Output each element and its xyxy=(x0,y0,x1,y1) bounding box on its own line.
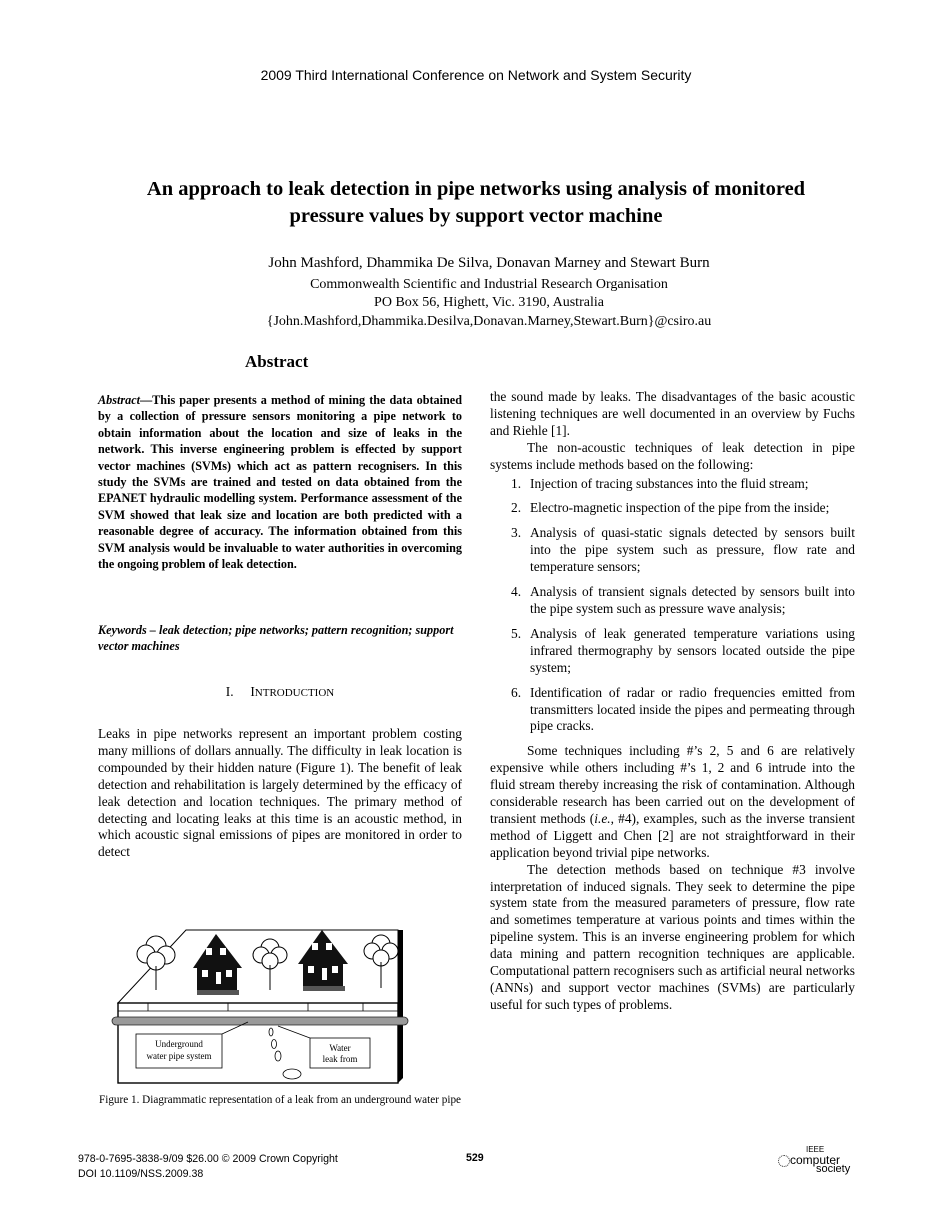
affiliation: Commonwealth Scientific and Industrial Research Organisation xyxy=(310,277,668,292)
figure-caption: Figure 1. Diagrammatic representation of a leak from an underground water pipe xyxy=(98,1094,461,1106)
author-emails: {John.Mashford,Dhammika.Desilva,Donavan.Marney,Stewart.Burn}@csiro.au xyxy=(266,314,712,329)
list-item: 6. Identification of radar or radio frequencies emitted from transmitters located inside the pipes and permeating through pipe cracks. xyxy=(511,684,855,734)
footer-isbn: 978-0-7695-3838-9/09 $26.00 © 2009 Crown Copyright xyxy=(78,1153,338,1165)
label-pipe-line2: water pipe system xyxy=(146,1051,212,1061)
list-item: 4. Analysis of transient signals detected by sensors built into the pipe system such as pressure wave analysis; xyxy=(511,584,855,616)
list-item: 3. Analysis of quasi-static signals detected by sensors built into the pipe system such as pressure, flow rate and temperature sensors; xyxy=(511,525,855,575)
abstract-label: Abstract xyxy=(98,393,140,407)
logo-text-society: society xyxy=(816,1163,851,1175)
title-line-1: An approach to leak detection in pipe networks using analysis of monitored xyxy=(146,178,806,200)
soil-side xyxy=(398,998,403,1083)
paragraph-nonacoustic: The non-acoustic techniques of leak detection in pipe systems include methods based on the following: xyxy=(490,439,855,472)
label-leak-line2: leak from xyxy=(322,1054,358,1064)
paragraph-detection: The detection methods based on technique #3 involve interpretation of induced signals. They seek to determine the pipe system state from the measured parameters of pressure, flow rate and sometimes temperature at various points and times within the pipeline system. This is an inverse engineering problem for which data mining and pattern recognition techniques are applicable. Computational pattern recognisers such as artificial neural networks (ANNs) and support vector machines (SVMs) are particularly useful for such types of problems. xyxy=(490,861,855,1012)
label-leak-line1: Water xyxy=(329,1043,351,1053)
list-item: 2. Electro-magnetic inspection of the pipe from the inside; xyxy=(511,500,830,516)
water-pipe xyxy=(112,1017,408,1025)
ieee-computer-society-logo xyxy=(776,1146,861,1176)
section-title-rest: NTRODUCTION xyxy=(254,687,335,699)
page-number: 529 xyxy=(466,1152,484,1164)
paper-title xyxy=(100,176,852,230)
list-item: 5. Analysis of leak generated temperature variations using infrared thermography by sensors located outside the pipe system; xyxy=(511,625,855,675)
section-number: I. xyxy=(225,684,234,699)
paragraph-continued: the sound made by leaks. The disadvantages of the basic acoustic listening techniques are well documented in an overview by Fuchs and Riehle [1]. xyxy=(490,389,855,438)
section-title-first: I xyxy=(250,684,255,699)
logo-text-computer: computer xyxy=(790,1153,841,1167)
abstract-heading: Abstract xyxy=(245,352,309,371)
ground-edge xyxy=(398,930,403,1003)
right-column xyxy=(490,389,855,1014)
footer-doi: DOI 10.1109/NSS.2009.38 xyxy=(78,1168,204,1180)
footer-left xyxy=(78,1152,338,1182)
logo-text-ieee: IEEE xyxy=(806,1145,825,1154)
intro-paragraph: Leaks in pipe networks represent an important problem costing many millions of dollars annually. The difficulty in leak location is compounded by their hidden nature (Figure 1). The benefit of leak detection and rehabilitation is largely determined by the efficacy of leak detection and location techniques. The primary method of detecting and locating leaks at this time is an acoustic method, in which acoustic signal emissions of pipes are monitored in order to detect xyxy=(98,726,462,860)
list-item: 1. Injection of tracing substances into the fluid stream; xyxy=(511,475,809,491)
abstract-text: This paper presents a method of mining the data obtained by a collection of pressure sensors monitoring a pipe network to obtain information about the location and size of leaks in the network. This inverse engineering problem is effected by support vector machines (SVMs) which act as pattern recognisers. In this study the SVMs are trained and tested on data obtained from the EPANET hydraulic modelling system. Performance assessment of the SVM showed that leak size and location are both predicted with a reasonable degree of accuracy. The information obtained from this SVM analysis would be invaluable to water authorities in overcoming the ongoing problem of leak detection. xyxy=(98,393,462,572)
title-line-2: pressure values by support vector machine xyxy=(289,205,663,227)
conference-header: 2009 Third International Conference on Network and System Security xyxy=(260,67,692,83)
address: PO Box 56, Highett, Vic. 3190, Australia xyxy=(374,295,604,310)
abstract-body xyxy=(98,392,462,572)
abstract-dash: — xyxy=(139,393,153,407)
logo-mark-icon xyxy=(778,1155,790,1167)
leak-diagram xyxy=(98,928,462,1088)
figure-1 xyxy=(98,928,462,1088)
paragraph-some-techniques: Some techniques including #’s 2, 5 and 6 are relatively expensive while others including #’s 1, 2 and 6 intrude into the fluid stream thereby increasing the risk of contamination. Although considerable research has been carried out on the development of transient methods (i.e., #4), examples, such as the inverse transient method of Liggett and Chen [2] are not straightforward in their application beyond trivial pipe networks. xyxy=(490,743,856,860)
section-heading-introduction xyxy=(98,684,462,700)
keywords: Keywords – leak detection; pipe networks; pattern recognition; support vector machines xyxy=(98,623,454,654)
author-list: John Mashford, Dhammika De Silva, Donavan Marney and Stewart Burn xyxy=(268,255,710,271)
technique-list xyxy=(490,476,855,736)
label-pipe-line1: Underground xyxy=(155,1039,203,1049)
